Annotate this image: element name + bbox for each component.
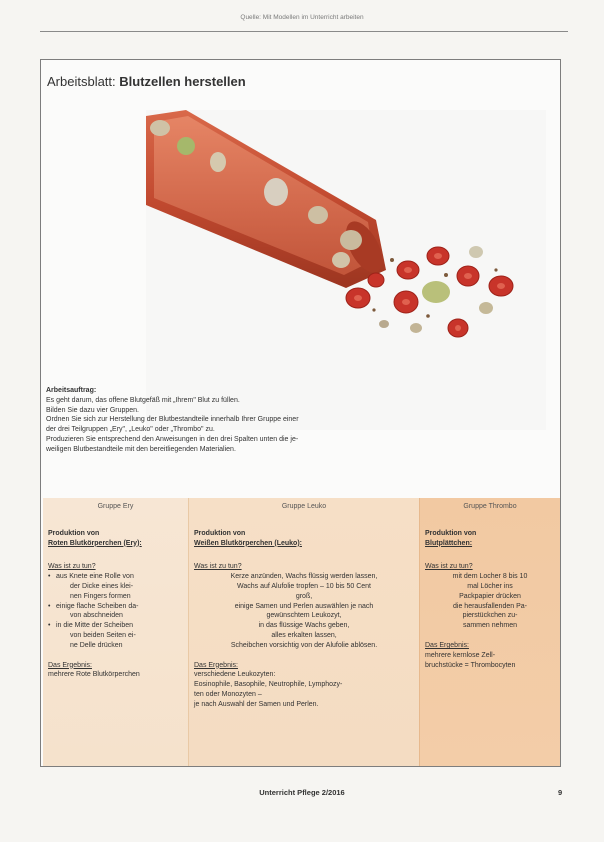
task-heading: Arbeitsauftrag: xyxy=(46,387,97,394)
step-item xyxy=(425,572,555,601)
step-item xyxy=(194,631,414,641)
step-list xyxy=(48,572,183,650)
page-number: 9 xyxy=(558,788,563,797)
production-heading: Produktion von xyxy=(48,529,100,537)
step-text: Wachs auf Alufolie tropfen – 10 bis 50 Cent xyxy=(237,582,371,590)
step-item xyxy=(194,621,414,631)
running-header: Quelle: Mit Modellen im Unterricht arbeiten xyxy=(240,14,364,21)
step-text: mal Löcher ins xyxy=(467,582,513,590)
group-name: Gruppe Leuko xyxy=(281,503,327,510)
task-line: Es geht darum, das offene Blutgefäß mit „Ihrem" Blut zu füllen. xyxy=(46,396,240,404)
step-item xyxy=(48,621,183,650)
step-text: einige Samen und Perlen auswählen je nach xyxy=(234,602,374,610)
group-column-leuko xyxy=(188,498,419,766)
step-text: der Dicke eines klei- xyxy=(70,582,134,590)
result-text: mehrere kernlose Zell- xyxy=(425,651,496,659)
production-heading: Produktion von xyxy=(194,529,246,537)
group-name: Gruppe Thrombo xyxy=(463,503,517,510)
step-text: in die Mitte der Scheiben xyxy=(56,622,134,630)
group-name: Gruppe Ery xyxy=(97,503,134,510)
magazine-footer: Unterricht Pflege 2/2016 xyxy=(259,788,345,797)
task-line: Bilden Sie dazu vier Gruppen. xyxy=(46,406,139,414)
blood-vessel-model-photo xyxy=(146,110,546,430)
task-instructions xyxy=(46,386,546,455)
step-item xyxy=(425,602,555,631)
step-text: von beiden Seiten ei- xyxy=(70,631,136,639)
todo-label: Was ist zu tun? xyxy=(194,563,242,571)
todo-label: Was ist zu tun? xyxy=(48,563,96,571)
production-target: Blutplättchen: xyxy=(425,539,473,547)
result-text: bruchstücke = Thrombocyten xyxy=(425,661,516,669)
step-text: Scheibchen vorsichtig von der Alufolie ablösen. xyxy=(230,641,378,649)
step-text: aus Knete eine Rolle von xyxy=(56,573,134,581)
title-main: Blutzellen herstellen xyxy=(119,74,246,89)
step-text: mit dem Locher 8 bis 10 xyxy=(452,573,528,581)
step-text: in das flüssige Wachs geben, xyxy=(258,622,350,630)
step-list xyxy=(194,572,414,650)
title-prefix: Arbeitsblatt: xyxy=(47,74,116,89)
step-text: sammen nehmen xyxy=(462,622,518,630)
step-list xyxy=(425,572,555,631)
step-item xyxy=(194,572,414,601)
todo-label: Was ist zu tun? xyxy=(425,563,473,571)
step-item xyxy=(194,641,414,651)
group-table xyxy=(43,498,560,766)
step-text: einige flache Scheiben da- xyxy=(56,602,139,610)
header-rule xyxy=(40,31,568,32)
task-line: Ordnen Sie sich zur Herstellung der Blutbestandteile innerhalb Ihrer Gruppe einer xyxy=(46,416,299,424)
production-heading: Produktion von xyxy=(425,529,477,537)
step-text: alles erkalten lassen, xyxy=(271,631,337,639)
result-label: Das Ergebnis: xyxy=(425,641,469,649)
step-item xyxy=(194,602,414,622)
result-label: Das Ergebnis: xyxy=(194,661,238,669)
worksheet-title xyxy=(47,74,246,89)
group-column-thrombo xyxy=(419,498,560,766)
step-text: nen Fingers formen xyxy=(70,592,131,600)
result-label: Das Ergebnis: xyxy=(48,661,92,669)
step-text: von abschneiden xyxy=(70,612,123,620)
result-text: verschiedene Leukozyten: xyxy=(194,671,276,679)
step-text: pierstückchen zu- xyxy=(462,612,518,620)
result-text: je nach Auswahl der Samen und Perlen. xyxy=(194,700,319,708)
step-text: gewünschtem Leukozyt, xyxy=(266,612,342,620)
step-item xyxy=(48,602,183,622)
production-target: Roten Blutkörperchen (Ery): xyxy=(48,539,142,547)
result-text: mehrere Rote Blutkörperchen xyxy=(48,671,140,679)
task-line: weiligen Blutbestandteile mit den bereitliegenden Materialien. xyxy=(46,445,236,453)
task-line: Produzieren Sie entsprechend den Anweisungen in den drei Spalten unten die je- xyxy=(46,435,299,443)
step-text: die herausfallenden Pa- xyxy=(453,602,527,610)
production-target: Weißen Blutkörperchen (Leuko): xyxy=(194,539,302,547)
group-column-ery xyxy=(43,498,188,766)
step-text: Kerze anzünden, Wachs flüssig werden lassen, xyxy=(230,573,378,581)
step-item xyxy=(48,572,183,601)
worksheet-panel xyxy=(40,59,561,767)
step-text: ne Delle drücken xyxy=(70,641,123,649)
result-text: ten oder Monozyten – xyxy=(194,690,262,698)
step-text: groß, xyxy=(295,592,313,600)
result-text: Eosinophile, Basophile, Neutrophile, Lymphozy- xyxy=(194,681,343,689)
task-line: der drei Teilgruppen „Ery", „Leuko" oder „Thrombo" zu. xyxy=(46,426,215,434)
step-text: Packpapier drücken xyxy=(459,592,521,600)
